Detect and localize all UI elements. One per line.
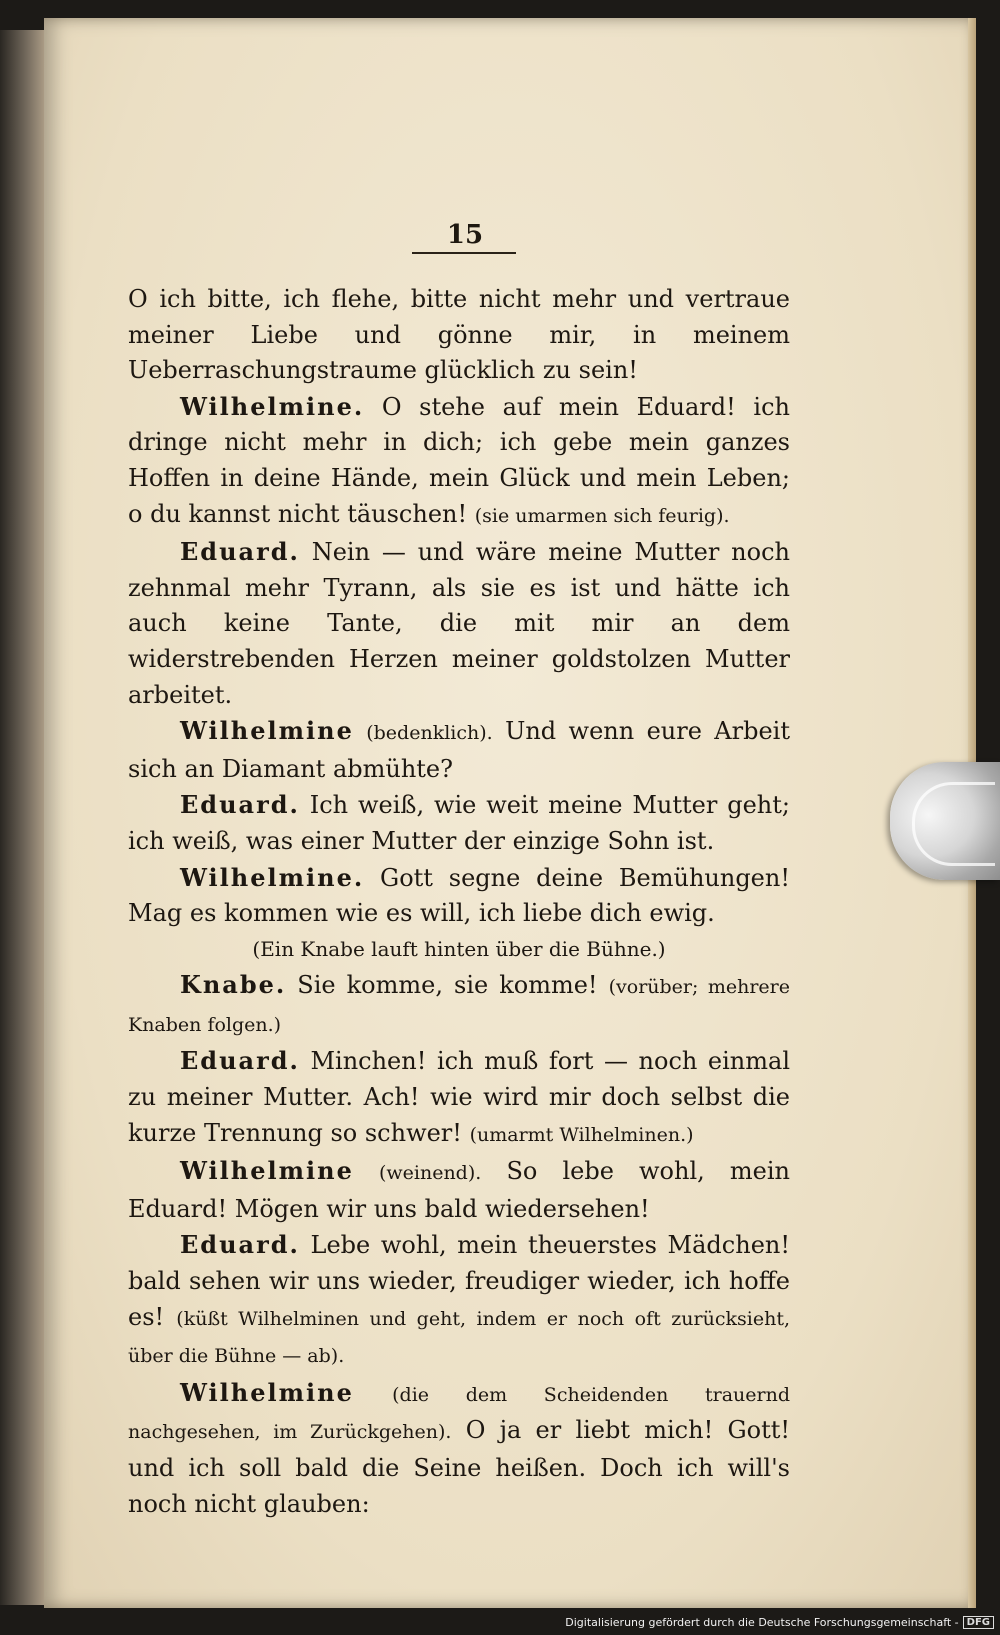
speech-paragraph: Eduard. Minchen! ich muß fort — noch einmal zu meiner Mutter. Ach! wie wird mir doch selbst die kurze Trennung so schwer! (umarmt Wilhelminen.) [128, 1046, 790, 1147]
speaker-name: Wilhelmine [180, 1156, 354, 1186]
speech-paragraph: Wilhelmine (bedenklich). Und wenn eure Arbeit sich an Diamant abmühte? [128, 716, 790, 783]
text-paragraph: O ich bitte, ich flehe, bitte nicht mehr und vertraue meiner Liebe und gönne mir, in meinem Ueberraschungstraume glücklich zu sein! [128, 285, 790, 385]
book-spine [0, 30, 44, 1605]
stage-direction: (die dem Scheidenden trauernd nachgesehen, im Zurückgehen). [128, 1383, 790, 1444]
speech-paragraph: Eduard. Nein — und wäre meine Mutter noch zehnmal mehr Tyrann, als sie es ist und hätte ich auch keine Tante, die mit mir an dem widerstrebenden Herzen meiner goldstolzen Mutter arbeitet. [128, 537, 790, 709]
speech-paragraph: Wilhelmine. Gott segne deine Bemühungen! Mag es kommen wie es will, ich liebe dich ewig. [128, 862, 790, 928]
speech-paragraph: Eduard. Ich weiß, wie weit meine Mutter geht; ich weiß, was einer Mutter der einzige Sohn ist. [128, 790, 790, 855]
speaker-name: Wilhelmine. [180, 391, 365, 421]
page-number: 15 [446, 220, 484, 250]
stage-direction: (küßt Wilhelminen und geht, indem er noch oft zurücksieht, über die Bühne — ab). [128, 1307, 790, 1368]
page-text [128, 282, 790, 1522]
speech-paragraph: Eduard. Lebe wohl, mein theuerstes Mädchen! bald sehen wir uns wieder, freudiger wieder, ich hoffe es! (küßt Wilhelminen und geht, indem er noch oft zurücksieht, über die Bühne — ab). [128, 1230, 791, 1368]
stage-direction: (umarmt Wilhelminen.) [469, 1123, 694, 1146]
page-number-rule [412, 252, 516, 254]
speaker-name: Wilhelmine. [180, 862, 365, 892]
speaker-name: Wilhelmine [180, 1377, 354, 1407]
speech-paragraph: Wilhelmine (die dem Scheidenden trauernd nachgesehen, im Zurückgehen). O ja er liebt mich! Gott! und ich soll bald die Seine heißen. Doch ich will's noch nicht glauben: [128, 1377, 790, 1518]
speaker-name: Eduard. [180, 1230, 300, 1260]
paper-clip [890, 762, 1000, 880]
speech-paragraph: Knabe. Sie komme, sie komme! (vorüber; mehrere Knaben folgen.) [128, 970, 790, 1036]
stage-direction: (weinend). [378, 1162, 482, 1185]
stage-direction: (vorüber; mehrere Knaben folgen.) [128, 976, 790, 1036]
credit-text: Digitalisierung gefördert durch die Deutsche Forschungsgemeinschaft - [565, 1615, 959, 1629]
paper-clip-loop [912, 782, 995, 866]
stage-direction: (sie umarmen sich feurig). [474, 504, 730, 527]
dfg-logo: DFG [963, 1616, 994, 1629]
speaker-name: Knabe. [180, 970, 287, 1000]
speaker-name: Eduard. [180, 1046, 300, 1076]
stage-direction-line: (Ein Knabe lauft hinten über die Bühne.) [252, 936, 666, 961]
speaker-name: Eduard. [180, 790, 300, 820]
speech-paragraph: Wilhelmine. O stehe auf mein Eduard! ich dringe nicht mehr in dich; ich gebe mein ganzes Hoffen in deine Hände, mein Glück und mein Leben; o du kannst nicht täuschen! (sie umarmen sich feurig). [128, 391, 790, 528]
digitization-credit [565, 1613, 994, 1631]
speech-paragraph: Wilhelmine (weinend). So lebe wohl, mein Eduard! Mögen wir uns bald wiedersehen! [128, 1156, 790, 1223]
speaker-name: Eduard. [180, 537, 300, 567]
speaker-name: Wilhelmine [180, 716, 354, 746]
stage-direction: (bedenklich). [366, 722, 493, 745]
